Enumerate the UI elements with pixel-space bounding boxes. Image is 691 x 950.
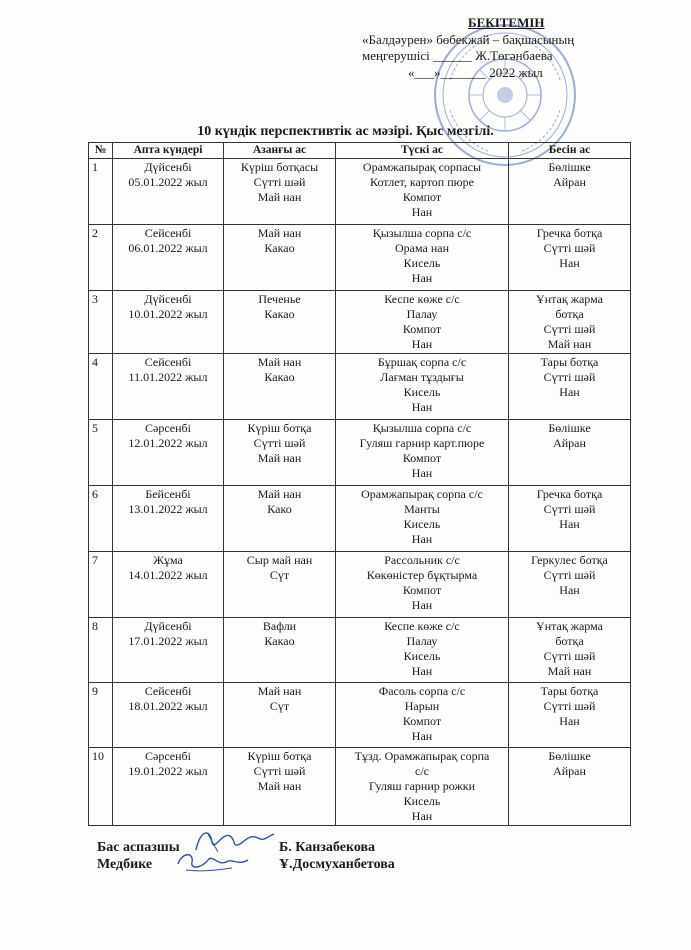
breakfast-item: Май нан	[257, 684, 302, 698]
chef-role: Бас аспазшы	[97, 840, 180, 855]
chef-name: Б. Канзабекова	[279, 840, 376, 855]
lunch-item: Көкөністер бұқтырма	[366, 568, 478, 582]
lunch-item: Кисель	[403, 256, 441, 270]
breakfast-item: Май нан	[257, 451, 302, 465]
nurse-handwritten-signature	[172, 846, 252, 876]
approval-line-2: меңгерушісі ______ Ж.Төгәнбаева	[362, 48, 553, 63]
snack-item: ботқа	[555, 307, 584, 321]
lunch-item: Нан	[411, 598, 433, 612]
breakfast-item: Печенье	[258, 292, 301, 306]
table-row	[89, 159, 631, 225]
snack-cell	[509, 291, 631, 354]
breakfast-cell	[224, 159, 336, 225]
snack-item: Нан	[559, 583, 580, 597]
table-header-row	[89, 143, 631, 159]
weekday-line: Сәрсенбі	[145, 749, 191, 763]
snack-cell	[509, 354, 631, 420]
snack-cell	[509, 420, 631, 486]
table-row	[89, 291, 631, 354]
snack-item: Бөлішке	[548, 749, 591, 763]
lunch-item: Компот	[402, 714, 442, 728]
weekday-line: Дүйсенбі	[144, 160, 192, 174]
row-number: 10	[89, 748, 113, 826]
breakfast-item: Күріш ботқа	[247, 421, 312, 435]
snack-item: Сүтті шәй	[543, 370, 596, 384]
weekday-line: 18.01.2022 жыл	[128, 699, 208, 713]
lunch-item: Котлет, картоп пюре	[370, 175, 474, 189]
lunch-item: Кисель	[403, 517, 441, 531]
snack-item: Нан	[559, 517, 580, 531]
weekday-cell	[113, 354, 224, 420]
breakfast-item: Май нан	[257, 779, 302, 793]
breakfast-cell	[224, 683, 336, 748]
lunch-cell	[336, 159, 509, 225]
lunch-item: Тұзд. Орамжапырақ сорпа	[354, 749, 490, 763]
weekday-line: Бейсенбі	[145, 487, 191, 501]
weekday-line: Дүйсенбі	[144, 619, 192, 633]
breakfast-item: Сүтті шәй	[253, 436, 306, 450]
lunch-item: Палау	[406, 634, 438, 648]
weekday-line: Сейсенбі	[144, 355, 192, 369]
weekday-cell	[113, 486, 224, 552]
lunch-item: Нарын	[404, 699, 440, 713]
lunch-item: Орамжапырақ сорпасы	[362, 160, 482, 174]
row-number: 1	[89, 159, 113, 225]
snack-item: Бөлішке	[548, 160, 591, 174]
weekday-cell	[113, 159, 224, 225]
weekday-line: 10.01.2022 жыл	[128, 307, 208, 321]
weekday-line: 05.01.2022 жыл	[128, 175, 208, 189]
snack-item: Тары ботқа	[540, 684, 599, 698]
weekday-line: Сейсенбі	[144, 226, 192, 240]
weekday-cell	[113, 552, 224, 618]
lunch-item: Нан	[411, 400, 433, 414]
lunch-item: Гуляш гарнир рожки	[368, 779, 476, 793]
breakfast-item: Какао	[264, 241, 295, 255]
snack-item: Ұнтақ жарма	[536, 292, 603, 306]
row-number: 7	[89, 552, 113, 618]
snack-item: Айран	[553, 436, 586, 450]
lunch-cell	[336, 486, 509, 552]
breakfast-item: Како	[267, 502, 292, 516]
snack-item: Сүтті шәй	[543, 241, 596, 255]
lunch-item: Нан	[411, 664, 433, 678]
lunch-item: Нан	[411, 271, 433, 285]
breakfast-item: Күріш ботқасы	[240, 160, 319, 174]
table-row	[89, 748, 631, 826]
breakfast-cell	[224, 748, 336, 826]
weekday-cell	[113, 291, 224, 354]
lunch-item: Рассольник с/с	[384, 553, 460, 567]
lunch-item: Нан	[411, 466, 433, 480]
breakfast-cell	[224, 618, 336, 683]
snack-item: Айран	[553, 764, 586, 778]
weekday-line: Сейсенбі	[144, 684, 192, 698]
weekday-line: 14.01.2022 жыл	[128, 568, 208, 582]
breakfast-cell	[224, 291, 336, 354]
lunch-item: Нан	[411, 205, 433, 219]
snack-item: Гречка ботқа	[536, 226, 603, 240]
lunch-item: с/с	[415, 764, 429, 778]
table-row	[89, 683, 631, 748]
snack-item: Нан	[559, 256, 580, 270]
table-row	[89, 552, 631, 618]
lunch-cell	[336, 683, 509, 748]
snack-item: Май нан	[547, 664, 592, 678]
lunch-item: Нан	[411, 532, 433, 546]
lunch-item: Компот	[402, 322, 442, 336]
breakfast-cell	[224, 420, 336, 486]
snack-cell	[509, 225, 631, 291]
lunch-cell	[336, 552, 509, 618]
weekday-line: 06.01.2022 жыл	[128, 241, 208, 255]
lunch-item: Орама нан	[395, 241, 449, 255]
weekday-line: 19.01.2022 жыл	[128, 764, 208, 778]
breakfast-cell	[224, 552, 336, 618]
snack-item: Айран	[553, 175, 586, 189]
breakfast-cell	[224, 486, 336, 552]
breakfast-item: Май нан	[257, 487, 302, 501]
lunch-item: Компот	[402, 583, 442, 597]
lunch-item: Лағман тұздығы	[380, 370, 464, 384]
lunch-cell	[336, 748, 509, 826]
page-title: 10 күндік перспективтік ас мәзірі. Қыс мезгілі.	[197, 124, 494, 139]
weekday-line: Дүйсенбі	[144, 292, 192, 306]
snack-cell	[509, 683, 631, 748]
header-snack: Бесін ас	[509, 143, 631, 159]
snack-item: Геркулес ботқа	[531, 553, 608, 567]
lunch-item: Нан	[411, 809, 433, 823]
row-number: 6	[89, 486, 113, 552]
breakfast-item: Күріш ботқа	[247, 749, 312, 763]
lunch-item: Кеспе көже с/с	[384, 292, 460, 306]
breakfast-item: Сүтті шәй	[253, 764, 306, 778]
lunch-item: Палау	[406, 307, 438, 321]
snack-item: Нан	[559, 714, 580, 728]
lunch-item: Қызылша сорпа с/с	[372, 226, 472, 240]
header-breakfast: Азанғы ас	[224, 143, 336, 159]
snack-item: Сүтті шәй	[543, 649, 596, 663]
header-number: №	[89, 143, 113, 159]
row-number: 5	[89, 420, 113, 486]
weekday-cell	[113, 618, 224, 683]
lunch-item: Кеспе көже с/с	[384, 619, 460, 633]
table-row	[89, 225, 631, 291]
snack-item: Бөлішке	[548, 421, 591, 435]
weekday-line: 13.01.2022 жыл	[128, 502, 208, 516]
weekday-line: 11.01.2022 жыл	[128, 370, 208, 384]
snack-cell	[509, 748, 631, 826]
row-number: 4	[89, 354, 113, 420]
lunch-cell	[336, 291, 509, 354]
snack-item: ботқа	[555, 634, 584, 648]
snack-item: Сүтті шәй	[543, 699, 596, 713]
lunch-cell	[336, 420, 509, 486]
snack-item: Тары ботқа	[540, 355, 599, 369]
snack-item: Май нан	[547, 337, 592, 351]
snack-item: Гречка ботқа	[536, 487, 603, 501]
breakfast-item: Май нан	[257, 190, 302, 204]
approval-title: БЕКІТЕМІН	[468, 15, 545, 30]
lunch-item: Манты	[404, 502, 440, 516]
lunch-item: Компот	[402, 190, 442, 204]
lunch-item: Кисель	[403, 794, 441, 808]
lunch-item: Қызылша сорпа с/с	[372, 421, 472, 435]
breakfast-item: Какао	[264, 634, 295, 648]
snack-item: Ұнтақ жарма	[536, 619, 603, 633]
breakfast-cell	[224, 354, 336, 420]
breakfast-item: Май нан	[257, 355, 302, 369]
table-row	[89, 486, 631, 552]
row-number: 8	[89, 618, 113, 683]
lunch-item: Бұршақ сорпа с/с	[377, 355, 467, 369]
lunch-item: Орамжапырақ сорпа с/с	[361, 487, 483, 501]
breakfast-item: Вафли	[262, 619, 297, 633]
snack-item: Сүтті шәй	[543, 568, 596, 582]
lunch-item: Нан	[411, 729, 433, 743]
header-lunch: Түскі ас	[336, 143, 509, 159]
menu-table	[88, 142, 631, 826]
lunch-cell	[336, 618, 509, 683]
breakfast-item: Сүт	[269, 568, 290, 582]
lunch-cell	[336, 354, 509, 420]
weekday-cell	[113, 420, 224, 486]
breakfast-item: Май нан	[257, 226, 302, 240]
lunch-item: Кисель	[403, 385, 441, 399]
breakfast-item: Сүт	[269, 699, 290, 713]
row-number: 3	[89, 291, 113, 354]
breakfast-item: Сыр май нан	[246, 553, 313, 567]
row-number: 2	[89, 225, 113, 291]
approval-line-1: «Балдәурен» бөбекжай – бақшасының	[362, 32, 575, 47]
header-weekday: Апта күндері	[113, 143, 224, 159]
nurse-role: Медбике	[97, 857, 153, 872]
lunch-item: Компот	[402, 451, 442, 465]
lunch-item: Гуляш гарнир карт.пюре	[359, 436, 485, 450]
breakfast-item: Сүтті шәй	[253, 175, 306, 189]
weekday-line: Сәрсенбі	[145, 421, 191, 435]
table-row	[89, 354, 631, 420]
weekday-line: 17.01.2022 жыл	[128, 634, 208, 648]
snack-item: Нан	[559, 385, 580, 399]
breakfast-item: Какао	[264, 370, 295, 384]
lunch-cell	[336, 225, 509, 291]
weekday-cell	[113, 683, 224, 748]
lunch-item: Фасоль сорпа с/с	[378, 684, 466, 698]
snack-cell	[509, 486, 631, 552]
weekday-cell	[113, 225, 224, 291]
snack-cell	[509, 159, 631, 225]
snack-item: Сүтті шәй	[543, 322, 596, 336]
breakfast-cell	[224, 225, 336, 291]
snack-item: Сүтті шәй	[543, 502, 596, 516]
breakfast-item: Какао	[264, 307, 295, 321]
lunch-item: Кисель	[403, 649, 441, 663]
row-number: 9	[89, 683, 113, 748]
nurse-name: Ұ.Досмуханбетова	[279, 857, 395, 872]
lunch-item: Нан	[411, 337, 433, 351]
snack-cell	[509, 552, 631, 618]
weekday-line: 12.01.2022 жыл	[128, 436, 208, 450]
weekday-line: Жұма	[153, 553, 183, 567]
approval-line-3: «___»_______ 2022 жыл	[408, 65, 543, 80]
weekday-cell	[113, 748, 224, 826]
table-row	[89, 618, 631, 683]
snack-cell	[509, 618, 631, 683]
approval-block	[350, 12, 630, 102]
table-row	[89, 420, 631, 486]
